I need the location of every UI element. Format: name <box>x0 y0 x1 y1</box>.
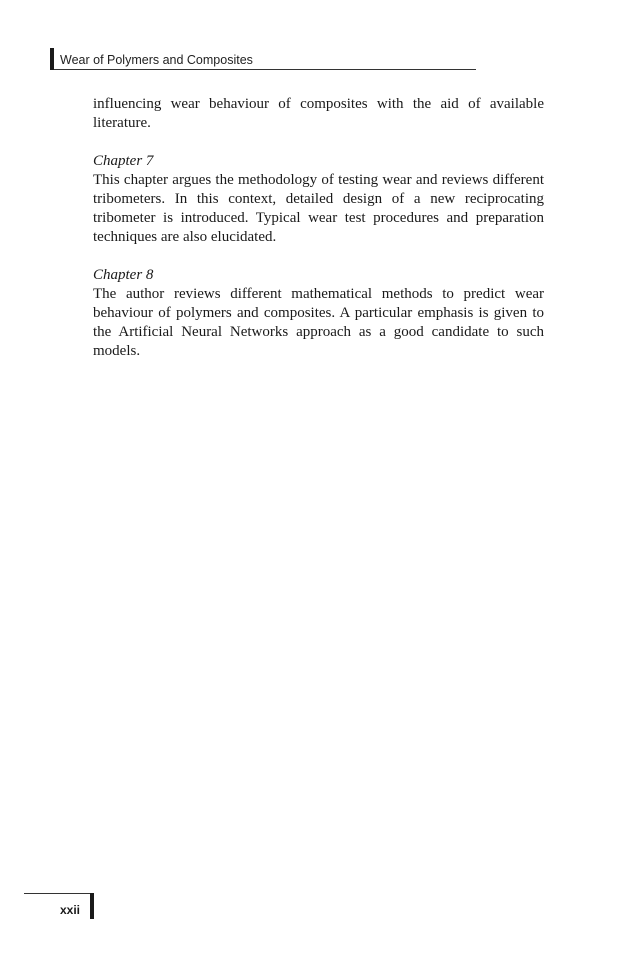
folio-vertical-rule <box>90 893 94 919</box>
chapter-8-section <box>93 266 544 361</box>
page-number: xxii <box>60 903 81 917</box>
opening-paragraph: influencing wear behaviour of composites with the aid of available literature. <box>93 96 544 131</box>
chapter-8-text: The author reviews different mathematical methods to predict wear behaviour of polymers and composites. A particular emphasis is given to the Artificial Neural Networks approach as a good candidate to such models. <box>93 286 544 359</box>
chapter-7-section <box>93 152 544 247</box>
chapter-7-text: This chapter argues the methodology of testing wear and reviews different tribometers. In this context, detailed design of a new reciprocating tribometer is introduced. Typical wear test procedures and preparation techniques are also elucidated. <box>93 172 544 245</box>
header-vertical-rule <box>50 48 54 70</box>
folio-horizontal-rule <box>24 893 92 894</box>
chapter-7-heading: Chapter 7 <box>93 153 154 169</box>
running-header <box>50 40 476 70</box>
page-body <box>93 95 544 361</box>
chapter-8-heading: Chapter 8 <box>93 267 154 283</box>
running-title: Wear of Polymers and Composites <box>60 53 253 67</box>
page-folio <box>24 893 94 919</box>
